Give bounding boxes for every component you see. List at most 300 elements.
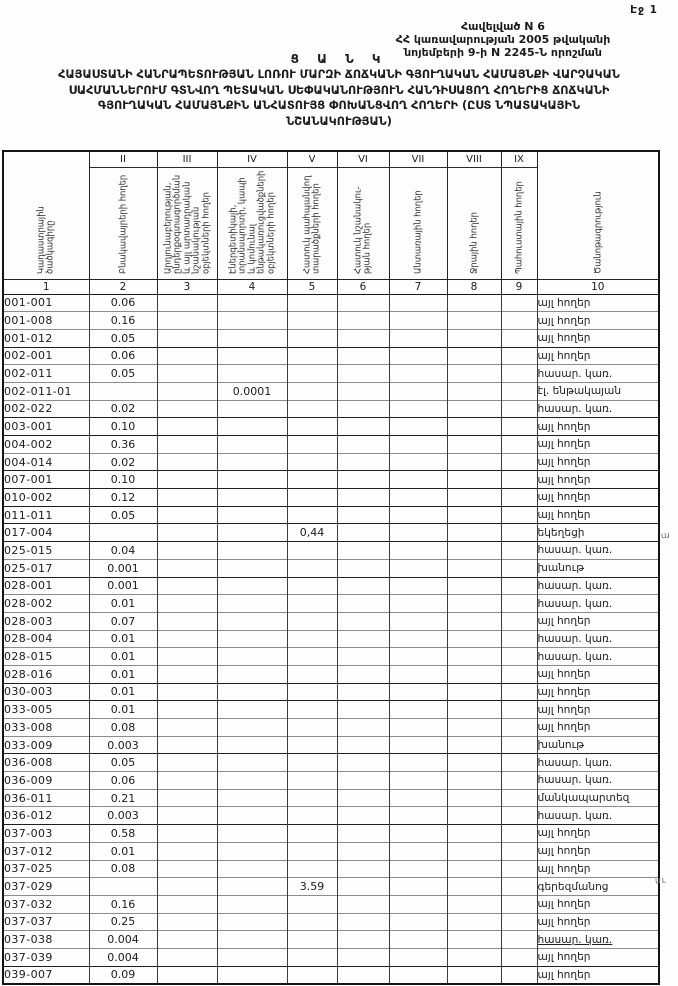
cell-area-value: 0.16 bbox=[89, 895, 157, 913]
rotated-column-label: Անտառային հողեր bbox=[412, 190, 423, 275]
cell-area-value bbox=[157, 577, 217, 595]
cell-area-value bbox=[389, 418, 447, 436]
cell-area-value bbox=[389, 524, 447, 542]
rotated-column-label: Կադաստրային ծածկագիրը bbox=[35, 206, 56, 275]
title-line: ՆՇԱՆԱԿՈՒԹՅԱՆ) bbox=[286, 114, 392, 128]
cell-area-value bbox=[447, 772, 501, 790]
cell-area-value bbox=[389, 842, 447, 860]
cell-area-value bbox=[389, 471, 447, 489]
cell-area-value bbox=[447, 577, 501, 595]
cell-area-value bbox=[447, 382, 501, 400]
cell-area-value bbox=[217, 595, 287, 613]
document-title bbox=[6, 67, 672, 129]
cell-area-value bbox=[389, 948, 447, 966]
annex-line: ՀՀ կառավարության 2005 թվականի bbox=[395, 33, 611, 46]
table-row bbox=[3, 913, 659, 931]
cell-area-value bbox=[217, 913, 287, 931]
cell-note: եկեղեցի bbox=[537, 524, 659, 542]
cell-area-value bbox=[501, 966, 537, 984]
table-row bbox=[3, 612, 659, 630]
cell-area-value bbox=[447, 329, 501, 347]
cell-area-value bbox=[389, 453, 447, 471]
cell-area-value bbox=[501, 453, 537, 471]
cell-area-value bbox=[157, 648, 217, 666]
cell-note: հասար. կառ. bbox=[537, 807, 659, 825]
cell-area-value bbox=[447, 878, 501, 896]
cell-note: հասար. կառ. bbox=[537, 577, 659, 595]
cell-area-value: 0.01 bbox=[89, 701, 157, 719]
cell-area-value bbox=[337, 683, 389, 701]
cell-area-value bbox=[157, 524, 217, 542]
rotated-column-label: Բնակավայրերի հողեր bbox=[117, 174, 128, 275]
cell-area-value bbox=[287, 772, 337, 790]
cell-area-value bbox=[337, 807, 389, 825]
table-row bbox=[3, 559, 659, 577]
cell-note: հասար. կառ. bbox=[537, 931, 659, 949]
cell-area-value bbox=[337, 931, 389, 949]
cell-cadastral-code: 037-029 bbox=[3, 878, 89, 896]
cell-area-value bbox=[501, 294, 537, 312]
cell-area-value bbox=[501, 825, 537, 843]
cell-area-value bbox=[389, 913, 447, 931]
cell-area-value bbox=[287, 648, 337, 666]
cell-note: հասար. կառ. bbox=[537, 630, 659, 648]
cell-area-value bbox=[337, 825, 389, 843]
rotated-column-label: Պահուստային հողեր bbox=[513, 181, 524, 275]
cell-area-value bbox=[389, 789, 447, 807]
cell-cadastral-code: 001-012 bbox=[3, 329, 89, 347]
cell-area-value bbox=[447, 347, 501, 365]
cell-area-value bbox=[287, 612, 337, 630]
column-numeral-II: II bbox=[89, 151, 157, 167]
cell-area-value: 0.36 bbox=[89, 436, 157, 454]
cell-area-value bbox=[389, 719, 447, 737]
cell-area-value bbox=[447, 825, 501, 843]
column-numeral-VI: VI bbox=[337, 151, 389, 167]
cell-area-value bbox=[447, 400, 501, 418]
title-line: ՀԱՅԱՍՏԱՆԻ ՀԱՆՐԱՊԵՏՈՒԹՅԱՆ ԼՈՌՈՒ ՄԱՐԶԻ ՃՈՃԿԱՆԻ ԳՅՈՒՂԱԿԱՆ ՀԱՄԱՅՆՔԻ ՎԱՐՉԱԿԱՆ bbox=[58, 68, 620, 81]
cell-area-value bbox=[337, 294, 389, 312]
cell-area-value bbox=[389, 542, 447, 560]
cell-area-value: 0,44 bbox=[287, 524, 337, 542]
cell-area-value bbox=[157, 842, 217, 860]
cell-area-value bbox=[217, 931, 287, 949]
cell-area-value bbox=[389, 365, 447, 383]
table-row bbox=[3, 719, 659, 737]
table-header bbox=[3, 151, 659, 294]
cell-note: գերեզմանոց bbox=[537, 878, 659, 896]
cell-area-value bbox=[157, 630, 217, 648]
cell-area-value bbox=[217, 630, 287, 648]
cell-area-value bbox=[337, 895, 389, 913]
cell-area-value bbox=[337, 913, 389, 931]
cell-area-value bbox=[501, 931, 537, 949]
cell-area-value bbox=[157, 400, 217, 418]
cell-cadastral-code: 037-003 bbox=[3, 825, 89, 843]
cell-area-value bbox=[447, 524, 501, 542]
cell-area-value bbox=[447, 418, 501, 436]
cell-note: այլ հողեր bbox=[537, 612, 659, 630]
cell-note: հասար. կառ. bbox=[537, 648, 659, 666]
cell-note: այլ հողեր bbox=[537, 842, 659, 860]
handwritten-margin-mark: ա bbox=[660, 530, 672, 542]
column-numeral-III: III bbox=[157, 151, 217, 167]
cell-area-value bbox=[389, 559, 447, 577]
cell-area-value bbox=[389, 736, 447, 754]
cell-area-value: 0.07 bbox=[89, 612, 157, 630]
cell-area-value bbox=[217, 966, 287, 984]
table-row bbox=[3, 365, 659, 383]
column-header-5 bbox=[287, 167, 337, 279]
cell-cadastral-code: 037-037 bbox=[3, 913, 89, 931]
cell-area-value bbox=[157, 789, 217, 807]
cell-area-value bbox=[287, 860, 337, 878]
cell-area-value bbox=[337, 453, 389, 471]
cell-note: այլ հողեր bbox=[537, 489, 659, 507]
cell-area-value bbox=[217, 825, 287, 843]
cell-area-value bbox=[157, 807, 217, 825]
cell-area-value: 0.003 bbox=[89, 807, 157, 825]
cell-note: այլ հողեր bbox=[537, 312, 659, 330]
document-title-caption: Ց Ա Ն Կ bbox=[290, 52, 388, 66]
cell-area-value bbox=[157, 595, 217, 613]
cell-note: այլ հողեր bbox=[537, 347, 659, 365]
cell-area-value bbox=[389, 294, 447, 312]
cell-area-value bbox=[389, 436, 447, 454]
cell-area-value bbox=[389, 612, 447, 630]
cell-area-value bbox=[447, 966, 501, 984]
cell-area-value bbox=[157, 489, 217, 507]
cell-area-value bbox=[157, 683, 217, 701]
cell-note: այլ հողեր bbox=[537, 436, 659, 454]
cell-area-value bbox=[447, 895, 501, 913]
cell-area-value bbox=[157, 347, 217, 365]
cell-area-value: 0.02 bbox=[89, 453, 157, 471]
table-row bbox=[3, 418, 659, 436]
cell-area-value bbox=[447, 736, 501, 754]
cell-area-value bbox=[287, 966, 337, 984]
cell-cadastral-code: 002-001 bbox=[3, 347, 89, 365]
cell-area-value bbox=[389, 329, 447, 347]
cell-note: մանկապարտեզ bbox=[537, 789, 659, 807]
column-header-1 bbox=[3, 151, 89, 279]
table-row bbox=[3, 489, 659, 507]
cell-area-value bbox=[337, 612, 389, 630]
cell-area-value bbox=[217, 453, 287, 471]
cell-area-value bbox=[447, 860, 501, 878]
table-row bbox=[3, 931, 659, 949]
cell-note: այլ հողեր bbox=[537, 860, 659, 878]
cell-area-value bbox=[89, 524, 157, 542]
cell-area-value bbox=[287, 312, 337, 330]
cell-area-value bbox=[157, 294, 217, 312]
cell-area-value bbox=[287, 842, 337, 860]
cell-area-value: 0.06 bbox=[89, 294, 157, 312]
cell-area-value bbox=[217, 842, 287, 860]
cell-area-value bbox=[389, 966, 447, 984]
table-row bbox=[3, 665, 659, 683]
cell-cadastral-code: 036-011 bbox=[3, 789, 89, 807]
cell-area-value bbox=[157, 825, 217, 843]
cell-area-value bbox=[287, 701, 337, 719]
cell-area-value bbox=[287, 595, 337, 613]
cell-area-value bbox=[337, 719, 389, 737]
cell-area-value bbox=[337, 701, 389, 719]
cell-area-value bbox=[501, 542, 537, 560]
table-row bbox=[3, 453, 659, 471]
table-row bbox=[3, 436, 659, 454]
cell-area-value bbox=[501, 895, 537, 913]
table-row bbox=[3, 329, 659, 347]
cell-area-value bbox=[337, 842, 389, 860]
cell-area-value bbox=[389, 312, 447, 330]
cell-cadastral-code: 028-004 bbox=[3, 630, 89, 648]
column-number: 5 bbox=[287, 279, 337, 294]
cell-area-value: 0.06 bbox=[89, 347, 157, 365]
cell-area-value: 0.01 bbox=[89, 648, 157, 666]
cell-cadastral-code: 036-009 bbox=[3, 772, 89, 790]
cell-area-value bbox=[501, 736, 537, 754]
cell-cadastral-code: 004-014 bbox=[3, 453, 89, 471]
cell-area-value bbox=[287, 400, 337, 418]
cell-area-value bbox=[217, 471, 287, 489]
cell-area-value bbox=[337, 559, 389, 577]
cell-area-value bbox=[447, 948, 501, 966]
cell-area-value bbox=[447, 648, 501, 666]
cell-area-value bbox=[337, 577, 389, 595]
cell-area-value bbox=[389, 382, 447, 400]
cell-area-value bbox=[217, 347, 287, 365]
cell-area-value bbox=[501, 612, 537, 630]
table-row bbox=[3, 701, 659, 719]
cell-area-value: 0.01 bbox=[89, 842, 157, 860]
column-number: 2 bbox=[89, 279, 157, 294]
cell-area-value bbox=[157, 931, 217, 949]
column-number: 1 bbox=[3, 279, 89, 294]
table-row bbox=[3, 860, 659, 878]
cell-area-value: 0.01 bbox=[89, 595, 157, 613]
cell-area-value: 0.05 bbox=[89, 506, 157, 524]
cell-cadastral-code: 030-003 bbox=[3, 683, 89, 701]
cell-area-value bbox=[447, 665, 501, 683]
cell-area-value: 0.001 bbox=[89, 559, 157, 577]
cell-area-value bbox=[217, 418, 287, 436]
cell-area-value bbox=[501, 648, 537, 666]
cell-area-value bbox=[389, 895, 447, 913]
cell-area-value: 0.003 bbox=[89, 736, 157, 754]
cell-area-value bbox=[501, 418, 537, 436]
column-header-8 bbox=[447, 167, 501, 279]
cell-area-value bbox=[447, 365, 501, 383]
cell-area-value bbox=[447, 931, 501, 949]
cell-cadastral-code: 033-005 bbox=[3, 701, 89, 719]
cell-area-value bbox=[157, 719, 217, 737]
cell-cadastral-code: 033-008 bbox=[3, 719, 89, 737]
cell-area-value bbox=[89, 878, 157, 896]
cell-area-value bbox=[217, 436, 287, 454]
cell-area-value: 0.16 bbox=[89, 312, 157, 330]
cell-cadastral-code: 025-017 bbox=[3, 559, 89, 577]
cell-area-value bbox=[217, 895, 287, 913]
cell-note: այլ հողեր bbox=[537, 683, 659, 701]
cell-area-value: 0.25 bbox=[89, 913, 157, 931]
cell-area-value bbox=[447, 436, 501, 454]
cell-area-value: 0.10 bbox=[89, 471, 157, 489]
cell-area-value bbox=[217, 860, 287, 878]
cell-area-value bbox=[501, 630, 537, 648]
cell-area-value bbox=[89, 382, 157, 400]
table-row bbox=[3, 772, 659, 790]
cell-area-value bbox=[337, 382, 389, 400]
table-row bbox=[3, 382, 659, 400]
cell-area-value: 3.59 bbox=[287, 878, 337, 896]
cell-area-value bbox=[337, 665, 389, 683]
cell-cadastral-code: 025-015 bbox=[3, 542, 89, 560]
table-row bbox=[3, 542, 659, 560]
column-numeral-VII: VII bbox=[389, 151, 447, 167]
cell-area-value bbox=[501, 577, 537, 595]
column-header-6 bbox=[337, 167, 389, 279]
column-numeral-V: V bbox=[287, 151, 337, 167]
page-number-label: Էջ 1 bbox=[630, 4, 658, 16]
cell-cadastral-code: 037-012 bbox=[3, 842, 89, 860]
cell-area-value bbox=[337, 347, 389, 365]
table-row bbox=[3, 400, 659, 418]
cell-cadastral-code: 028-003 bbox=[3, 612, 89, 630]
cell-cadastral-code: 007-001 bbox=[3, 471, 89, 489]
cell-area-value bbox=[157, 966, 217, 984]
cell-area-value bbox=[501, 842, 537, 860]
cell-area-value bbox=[287, 683, 337, 701]
cell-area-value bbox=[337, 789, 389, 807]
cell-cadastral-code: 036-012 bbox=[3, 807, 89, 825]
cell-area-value bbox=[287, 418, 337, 436]
cell-area-value bbox=[287, 506, 337, 524]
cell-cadastral-code: 037-025 bbox=[3, 860, 89, 878]
cell-area-value bbox=[337, 312, 389, 330]
cell-area-value bbox=[287, 807, 337, 825]
cell-note: այլ հողեր bbox=[537, 913, 659, 931]
cell-area-value bbox=[157, 895, 217, 913]
cell-area-value bbox=[287, 789, 337, 807]
cell-area-value bbox=[447, 612, 501, 630]
cell-area-value bbox=[157, 471, 217, 489]
cell-area-value bbox=[157, 913, 217, 931]
column-numeral-VIII: VIII bbox=[447, 151, 501, 167]
cell-area-value bbox=[501, 665, 537, 683]
cell-area-value bbox=[287, 895, 337, 913]
cell-area-value bbox=[501, 789, 537, 807]
table-row bbox=[3, 524, 659, 542]
table-row bbox=[3, 948, 659, 966]
cell-area-value bbox=[447, 842, 501, 860]
cell-note: հասար. կառ. bbox=[537, 772, 659, 790]
cell-area-value bbox=[157, 365, 217, 383]
cell-note: այլ հողեր bbox=[537, 895, 659, 913]
cell-area-value bbox=[389, 648, 447, 666]
cell-area-value bbox=[389, 630, 447, 648]
cell-area-value bbox=[217, 506, 287, 524]
rotated-column-label: Հատուկ նշանակու- թյան հողեր bbox=[352, 186, 372, 275]
cell-cadastral-code: 028-001 bbox=[3, 577, 89, 595]
cell-area-value bbox=[337, 754, 389, 772]
cell-area-value: 0.05 bbox=[89, 329, 157, 347]
table-row bbox=[3, 595, 659, 613]
cell-area-value bbox=[157, 736, 217, 754]
table-row bbox=[3, 347, 659, 365]
cell-note: այլ հողեր bbox=[537, 701, 659, 719]
cell-cadastral-code: 002-011-01 bbox=[3, 382, 89, 400]
table-row bbox=[3, 577, 659, 595]
cell-area-value bbox=[217, 400, 287, 418]
cell-note: հասար. կառ. bbox=[537, 754, 659, 772]
cell-area-value bbox=[337, 630, 389, 648]
cell-area-value bbox=[389, 825, 447, 843]
cell-area-value bbox=[217, 612, 287, 630]
cell-area-value bbox=[157, 436, 217, 454]
cell-area-value bbox=[447, 506, 501, 524]
cell-cadastral-code: 028-002 bbox=[3, 595, 89, 613]
table-row bbox=[3, 807, 659, 825]
cell-area-value bbox=[287, 948, 337, 966]
cell-note: այլ հողեր bbox=[537, 506, 659, 524]
cell-area-value bbox=[501, 471, 537, 489]
land-parcels-table-wrap bbox=[2, 150, 660, 985]
cell-area-value bbox=[447, 489, 501, 507]
table-row bbox=[3, 895, 659, 913]
cell-area-value bbox=[157, 860, 217, 878]
cell-area-value bbox=[287, 294, 337, 312]
cell-area-value bbox=[501, 595, 537, 613]
cell-area-value bbox=[337, 542, 389, 560]
cell-area-value bbox=[157, 453, 217, 471]
cell-area-value bbox=[157, 542, 217, 560]
cell-area-value bbox=[217, 489, 287, 507]
cell-area-value bbox=[337, 524, 389, 542]
cell-note: այլ հողեր bbox=[537, 294, 659, 312]
cell-area-value: 0.10 bbox=[89, 418, 157, 436]
cell-area-value bbox=[447, 559, 501, 577]
cell-area-value bbox=[157, 612, 217, 630]
cell-area-value: 0.004 bbox=[89, 931, 157, 949]
cell-area-value: 0.004 bbox=[89, 948, 157, 966]
cell-area-value bbox=[157, 312, 217, 330]
title-line: ՍԱՀՄԱՆՆԵՐՈՒՄ ԳՏՆՎՈՂ ՊԵՏԱԿԱՆ ՍԵՓԱԿԱՆՈՒԹՅՈՒՆ ՀԱՆԴԻՍԱՑՈՂ ՀՈՂԵՐԻՑ ՃՈՃԿԱՆԻ bbox=[68, 83, 610, 97]
cell-note: այլ հողեր bbox=[537, 719, 659, 737]
cell-area-value bbox=[337, 329, 389, 347]
cell-cadastral-code: 001-001 bbox=[3, 294, 89, 312]
cell-area-value bbox=[287, 471, 337, 489]
cell-area-value: 0.01 bbox=[89, 665, 157, 683]
cell-area-value bbox=[287, 736, 337, 754]
cell-area-value bbox=[501, 559, 537, 577]
cell-area-value: 0.05 bbox=[89, 365, 157, 383]
column-header-2 bbox=[89, 167, 157, 279]
cell-area-value bbox=[287, 754, 337, 772]
cell-area-value bbox=[287, 489, 337, 507]
rotated-column-label: Հատուկ պահպանվող տարածքների հողեր bbox=[301, 175, 321, 275]
cell-area-value bbox=[217, 365, 287, 383]
column-number: 9 bbox=[501, 279, 537, 294]
cell-area-value bbox=[217, 329, 287, 347]
cell-area-value bbox=[501, 807, 537, 825]
cell-area-value bbox=[447, 807, 501, 825]
cell-area-value bbox=[501, 400, 537, 418]
cell-area-value bbox=[501, 860, 537, 878]
cell-note: այլ հողեր bbox=[537, 966, 659, 984]
cell-area-value bbox=[447, 701, 501, 719]
cell-area-value bbox=[337, 595, 389, 613]
